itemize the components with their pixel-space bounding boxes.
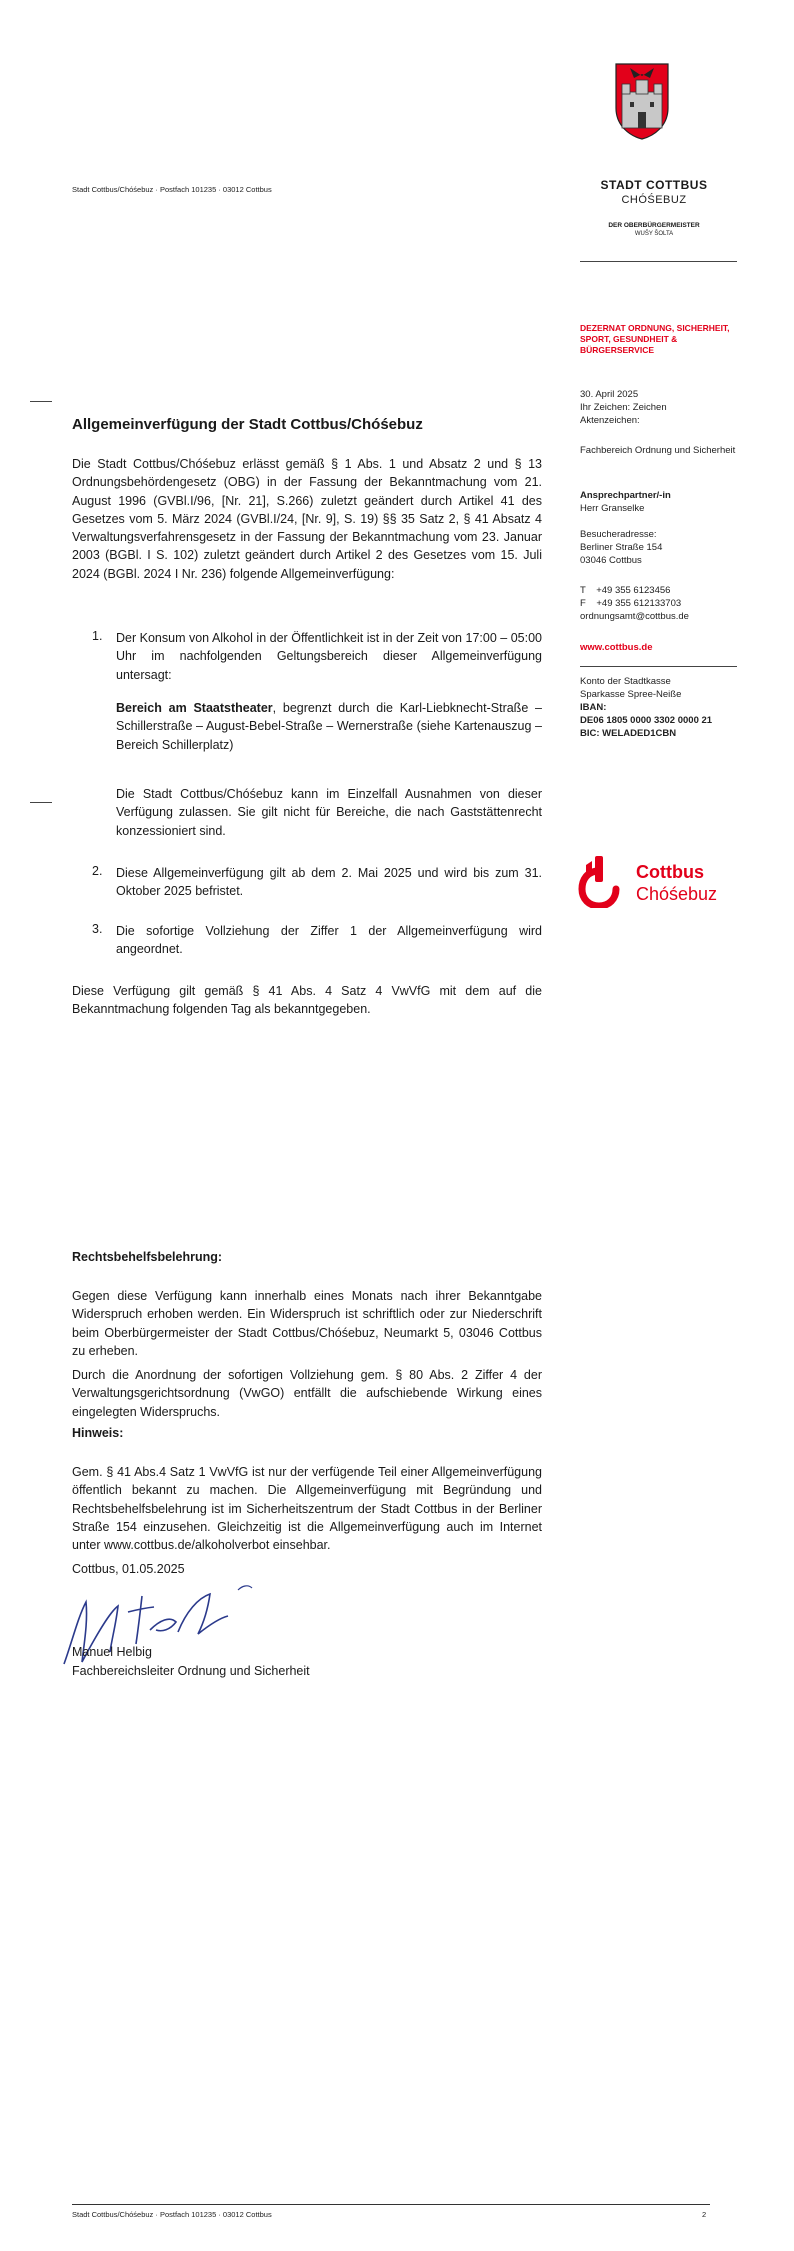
iban: DE06 1805 0000 3302 0000 21 xyxy=(580,715,713,726)
item-text: Diese Allgemeinverfügung gilt ab dem 2. Mai 2025 und wird bis zum 31. Oktober 2025 befristet. xyxy=(116,866,542,899)
visitor-address-label: Besucheradresse: xyxy=(580,529,657,540)
division: Fachbereich Ordnung und Sicherheit xyxy=(580,445,736,456)
area-name: Bereich am Staatstheater xyxy=(116,701,273,715)
cottbus-logo-icon xyxy=(578,853,620,908)
intro-paragraph: Die Stadt Cottbus/Chóśebuz erlässt gemäß § 1 Abs. 1 und Absatz 2 und § 13 Ordnungsbehördengesetz (OBG) in der Fassung der Bekanntmachung vom 21. August 1996 (GVBl.I/96, [Nr. 21], S.266) zuletzt geändert durch Artikel 41 des Gesetzes vom 5. März 2024 (GVBl.I/24, [Nr. 9], S. 19) §§ 35 Satz 2, § 41 Absatz 4 Verwaltungsverfahrensgesetz in der Fassung der Bekanntmachung vom 23. Januar 2003 (BGBl. I S. 102) zuletzt geändert durch Artikel 2 des Gesetzes vom 15. Juli 2024 (BGBl. 2024 I Nr. 236) folgende Allgemeinverfügung: xyxy=(72,457,542,581)
mayor-title: DER OBERBÜRGERMEISTER xyxy=(608,222,700,229)
contact-name: Herr Granselke xyxy=(580,503,645,514)
divider xyxy=(580,666,737,667)
immediate-enforcement-text: Durch die Anordnung der sofortigen Vollziehung gem. § 80 Abs. 2 Ziffer 4 der Verwaltungsgerichtsordnung (VwGO) entfällt die aufschiebende Wirkung eines eingelegten Widerspruchs. xyxy=(72,1368,542,1419)
footer-divider xyxy=(72,2204,710,2205)
department: DEZERNAT ORDNUNG, SICHERHEIT, SPORT, GESUNDHEIT & BÜRGERSERVICE xyxy=(580,323,730,355)
your-reference: Ihr Zeichen: Zeichen xyxy=(580,402,667,413)
bank-name: Sparkasse Spree-Neiße xyxy=(580,689,682,700)
remedy-heading: Rechtsbehelfsbelehrung: xyxy=(72,1250,223,1264)
signer-role: Fachbereichsleiter Ordnung und Sicherheit xyxy=(72,1664,310,1678)
mayor-title-sorbian: WUŠY ŠOLTA xyxy=(634,231,674,237)
signer-name: Manuel Helbig xyxy=(72,1645,152,1659)
city-name-sorbian: CHÓŚEBUZ xyxy=(621,194,687,206)
visitor-street: Berliner Straße 154 xyxy=(580,542,663,553)
item-text: Die sofortige Vollziehung der Ziffer 1 der Allgemeinverfügung wird angeordnet. xyxy=(116,924,542,957)
contact-label: Ansprechpartner/-in xyxy=(580,490,671,501)
closing-paragraph: Diese Verfügung gilt gemäß § 41 Abs. 4 Satz 4 VwVfG mit dem auf die Bekanntmachung folgenden Tag als bekanntgegeben. xyxy=(72,984,542,1017)
file-number: Aktenzeichen: xyxy=(580,415,640,426)
page-number: 2 xyxy=(702,2210,707,2219)
area-boundaries: , begrenzt durch die Karl-Liebknecht-Straße – Schillerstraße – August-Bebel-Straße – Wernerstraße (siehe Kartenauszug – Bereich Schillerplatz) xyxy=(116,701,542,752)
email-link[interactable]: ordnungsamt@cottbus.de xyxy=(580,611,689,622)
area-description xyxy=(116,699,542,754)
fold-mark xyxy=(30,802,52,803)
item-number: 1. xyxy=(92,629,103,643)
item-number: 3. xyxy=(92,922,103,936)
remedy-text: Gegen diese Verfügung kann innerhalb eines Monats nach ihrer Bekanntgabe Widerspruch erhoben werden. Ein Widerspruch ist schriftlich oder zur Niederschrift beim Oberbürgermeister der Stadt Cottbus/Chóśebuz, Neumarkt 5, 03046 Cottbus zu erheben. xyxy=(72,1289,542,1358)
place-date: Cottbus, 01.05.2025 xyxy=(72,1562,185,1576)
logo-text-chosebuz: Chóśebuz xyxy=(636,884,718,904)
item-number: 2. xyxy=(92,864,103,878)
city-name: STADT COTTBUS xyxy=(600,178,708,192)
logo-text-cottbus: Cottbus xyxy=(636,862,704,882)
iban-label: IBAN: xyxy=(580,702,607,713)
fax: F +49 355 612133703 xyxy=(580,598,682,609)
visitor-city: 03046 Cottbus xyxy=(580,555,642,566)
item-text: Der Konsum von Alkohol in der Öffentlichkeit ist in der Zeit von 17:00 – 05:00 Uhr im nachfolgenden Geltungsbereich dieser Allgemeinverfügung untersagt: xyxy=(116,631,542,682)
fold-mark xyxy=(30,401,52,402)
letter-date: 30. April 2025 xyxy=(580,389,639,400)
sender-line: Stadt Cottbus/Chóśebuz · Postfach 101235 · 03012 Cottbus xyxy=(72,185,272,194)
bic: BIC: WELADED1CBN xyxy=(580,728,677,739)
note-text: Gem. § 41 Abs.4 Satz 1 VwVfG ist nur der verfügende Teil einer Allgemeinverfügung öffentlich bekannt zu machen. Die Allgemeinverfügung mit Begründung und Rechtsbehelfsbelehrung ist im Sicherheitszentrum der Stadt Cottbus in der Berliner Straße 154 einzusehen. Gleichzeitig ist die Allgemeinverfügung auch im Internet unter www.cottbus.de/alkoholverbot einsehbar. xyxy=(72,1465,542,1553)
document-title: Allgemeinverfügung der Stadt Cottbus/Chóśebuz xyxy=(72,416,423,433)
phone: T +49 355 6123456 xyxy=(580,585,671,596)
bank-label: Konto der Stadtkasse xyxy=(580,676,671,687)
website-link[interactable]: www.cottbus.de xyxy=(580,642,653,653)
divider xyxy=(580,261,737,262)
exception-text: Die Stadt Cottbus/Chóśebuz kann im Einzelfall Ausnahmen von dieser Verfügung zulassen. Sie gilt nicht für Bereiche, die nach Gaststättenrecht konzessioniert sind. xyxy=(116,787,542,838)
coat-of-arms-icon xyxy=(612,62,672,140)
footer-text: Stadt Cottbus/Chóśebuz · Postfach 101235 · 03012 Cottbus xyxy=(72,2210,272,2219)
note-heading: Hinweis: xyxy=(72,1426,124,1440)
